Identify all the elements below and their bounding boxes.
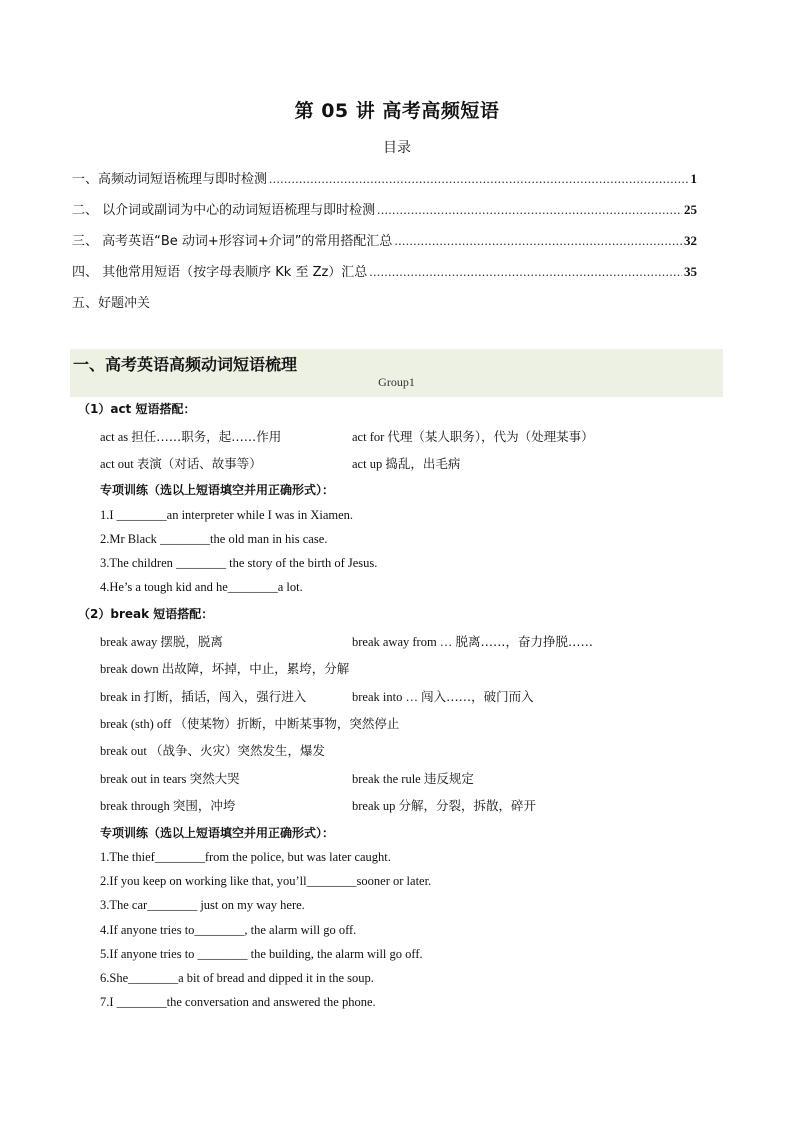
vocab-row	[100, 427, 700, 447]
exercise-item: 3.The children ________ the story of the birth of Jesus.	[100, 556, 378, 570]
toc-entry-4[interactable]	[72, 261, 697, 292]
toc-entry-text: 三、 高考英语“Be 动词+形容词+介词”的常用搭配汇总	[72, 234, 393, 249]
vocab-row	[100, 796, 700, 816]
toc-page-number: 32	[684, 233, 697, 248]
vocab-row	[100, 769, 700, 789]
exercise-item: 4.If anyone tries to________, the alarm will go off.	[100, 923, 357, 937]
phrase-entry: break out in tears 突然大哭	[100, 771, 240, 786]
phrase-entry: act out 表演（对话、故事等）	[100, 456, 262, 471]
phrase-entry: act for 代理（某人职务），代为（处理某事）	[352, 429, 594, 444]
toc-leader-dots	[377, 202, 682, 218]
phrase-entry: break down 出故障，坏掉，中止，累垮，分解	[100, 661, 350, 676]
toc-leader-dots	[269, 171, 688, 187]
phrase-entry: break away 摆脱，脱离	[100, 634, 223, 649]
toc-entry-2[interactable]	[72, 199, 697, 230]
phrase-entry: break in 打断，插话，闯入，强行进入	[100, 689, 307, 704]
exercise-item: 2.Mr Black ________the old man in his case.	[100, 532, 328, 546]
phrase-entry: break (sth) off （使某物）折断，中断某事物，突然停止	[100, 716, 400, 731]
exercise-item: 6.She________a bit of bread and dipped it in the soup.	[100, 971, 374, 985]
drill-heading: 专项训练（选以上短语填空并用正确形式）：	[100, 826, 335, 840]
phrase-entry: break through 突围，冲垮	[100, 798, 236, 813]
act-subheading: （1）act 短语搭配：	[78, 402, 196, 416]
phrase-entry: break into … 闯入……，破门而入	[352, 689, 534, 704]
phrase-entry: break away from … 脱离……，奋力挣脱……	[352, 634, 593, 649]
toc-page-number: 35	[684, 264, 697, 279]
toc-entry-5[interactable]	[72, 292, 697, 323]
group-label: Group1	[378, 375, 415, 389]
vocab-row	[100, 687, 700, 707]
vocab-row	[100, 741, 700, 761]
phrase-entry: act up 捣乱，出毛病	[352, 456, 461, 471]
toc-page-number: 25	[684, 202, 697, 217]
section-title: 一、高考英语高频动词短语梳理	[73, 355, 298, 374]
vocab-row	[100, 659, 700, 679]
vocab-row	[100, 714, 700, 734]
toc-entry-3[interactable]	[72, 230, 697, 261]
table-of-contents	[72, 168, 697, 323]
toc-heading: 目录	[383, 140, 411, 156]
exercise-item: 2.If you keep on working like that, you’ll________sooner or later.	[100, 874, 432, 888]
page-title: 第 05 讲 高考高频短语	[294, 100, 500, 122]
vocab-row	[100, 454, 700, 474]
exercise-item: 1.I ________an interpreter while I was in Xiamen.	[100, 508, 354, 522]
break-subheading: （2）break 短语搭配：	[78, 607, 214, 621]
section-header-bar	[70, 349, 723, 397]
phrase-entry: break out （战争、火灾）突然发生，爆发	[100, 743, 325, 758]
toc-leader-dots	[369, 264, 682, 280]
exercise-item: 1.The thief________from the police, but was later caught.	[100, 850, 391, 864]
exercise-item: 7.I ________the conversation and answered the phone.	[100, 995, 376, 1009]
drill-heading: 专项训练（选以上短语填空并用正确形式）：	[100, 483, 335, 497]
exercise-item: 5.If anyone tries to ________ the building, the alarm will go off.	[100, 947, 423, 961]
toc-entry-text: 一、高频动词短语梳理与即时检测	[72, 172, 268, 187]
toc-entry-text: 二、 以介词或副词为中心的动词短语梳理与即时检测	[72, 203, 376, 218]
phrase-entry: act as 担任……职务，起……作用	[100, 429, 282, 444]
toc-entry-text: 四、 其他常用短语（按字母表顺序 Kk 至 Zz）汇总	[72, 265, 368, 280]
vocab-row	[100, 632, 700, 652]
phrase-entry: break up 分解，分裂，拆散，碎开	[352, 798, 537, 813]
toc-leader-dots	[394, 233, 682, 249]
phrase-entry: break the rule 违反规定	[352, 771, 474, 786]
toc-page-number: 1	[690, 171, 697, 186]
exercise-item: 3.The car________ just on my way here.	[100, 898, 305, 912]
toc-entry-1[interactable]	[72, 168, 697, 199]
toc-entry-text: 五、好题冲关	[72, 296, 151, 311]
exercise-item: 4.He’s a tough kid and he________a lot.	[100, 580, 303, 594]
